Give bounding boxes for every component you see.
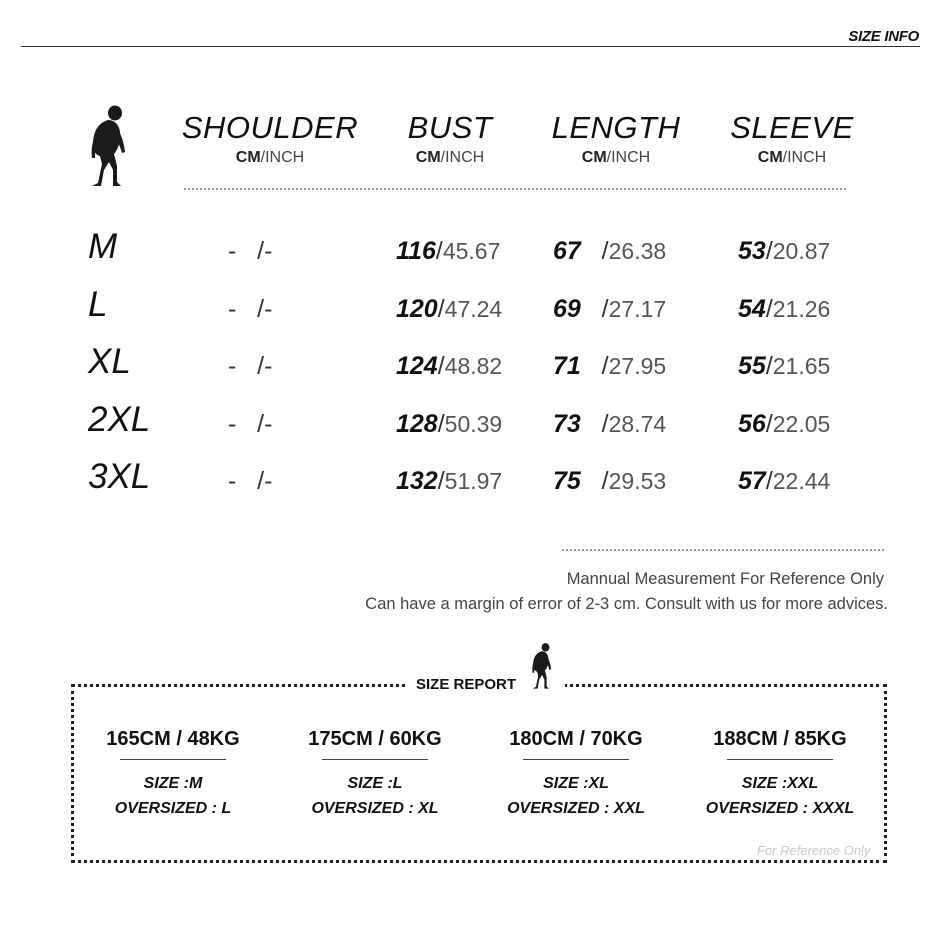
report-underline (727, 759, 833, 760)
column-unit: CM/INCH (235, 149, 305, 166)
length-value: 67 /26.38 (553, 237, 667, 265)
sleeve-value: 55/21.65 (738, 352, 831, 380)
size-report-title: SIZE REPORT (416, 676, 517, 693)
length-value: 71 /27.95 (553, 352, 667, 380)
height-weight: 175CM / 60KG (308, 728, 442, 750)
report-underline (322, 759, 428, 760)
height-weight: 188CM / 85KG (713, 728, 847, 750)
bust-value: 120/47.24 (396, 295, 503, 323)
length-value: 73 /28.74 (553, 410, 667, 438)
column-unit: CM/INCH (757, 149, 827, 166)
size-label: 2XL (88, 400, 151, 439)
size-label: XL (88, 342, 131, 381)
shoulder-value: - /- (228, 237, 273, 265)
column-bust (370, 111, 530, 167)
bust-value: 128/50.39 (396, 410, 503, 438)
size-label: L (88, 285, 108, 324)
bust-value: 124/48.82 (396, 352, 503, 380)
header-dotted-divider (184, 188, 846, 190)
for-reference-footnote: For Reference Only (757, 843, 871, 858)
bust-value: 132/51.97 (396, 467, 503, 495)
report-size: SIZE :XXL (741, 775, 819, 792)
report-oversized: OVERSIZED : XL (311, 800, 439, 817)
report-oversized: OVERSIZED : L (114, 800, 232, 817)
report-entry (275, 727, 475, 819)
notes-dotted-divider (562, 549, 884, 551)
margin-note: Can have a margin of error of 2-3 cm. Consult with us for more advices. (365, 595, 888, 613)
measurement-note: Mannual Measurement For Reference Only (566, 570, 884, 588)
column-shoulder (178, 111, 362, 167)
report-entry (680, 727, 880, 819)
walking-ape-icon (528, 642, 554, 690)
size-label: M (88, 227, 118, 266)
report-oversized: OVERSIZED : XXXL (705, 800, 855, 817)
shoulder-value: - /- (228, 295, 273, 323)
column-length (536, 111, 696, 167)
report-size: SIZE :XL (543, 775, 609, 792)
shoulder-value: - /- (228, 467, 273, 495)
column-title: SHOULDER (181, 110, 359, 145)
report-entry (73, 727, 273, 819)
height-weight: 165CM / 48KG (106, 728, 240, 750)
sleeve-value: 57/22.44 (738, 467, 831, 495)
shoulder-value: - /- (228, 410, 273, 438)
column-title: LENGTH (551, 110, 681, 145)
length-value: 69 /27.17 (553, 295, 667, 323)
sleeve-value: 54/21.26 (738, 295, 831, 323)
column-sleeve (712, 111, 872, 167)
size-label: 3XL (88, 457, 151, 496)
size-info-title: SIZE INFO (848, 28, 919, 45)
report-oversized: OVERSIZED : XXL (507, 800, 645, 817)
walking-ape-icon (84, 104, 130, 188)
bust-value: 116/45.67 (396, 237, 501, 265)
header-rule (21, 46, 920, 47)
length-value: 75 /29.53 (553, 467, 667, 495)
sleeve-value: 53/20.87 (738, 237, 831, 265)
report-underline (120, 759, 226, 760)
shoulder-value: - /- (228, 352, 273, 380)
column-title: BUST (407, 110, 493, 145)
report-size: SIZE :L (347, 775, 403, 792)
column-unit: CM/INCH (415, 149, 485, 166)
report-entry (476, 727, 676, 819)
column-title: SLEEVE (730, 110, 854, 145)
column-unit: CM/INCH (581, 149, 651, 166)
height-weight: 180CM / 70KG (509, 728, 643, 750)
sleeve-value: 56/22.05 (738, 410, 831, 438)
report-size: SIZE :M (143, 775, 203, 792)
report-underline (523, 759, 629, 760)
